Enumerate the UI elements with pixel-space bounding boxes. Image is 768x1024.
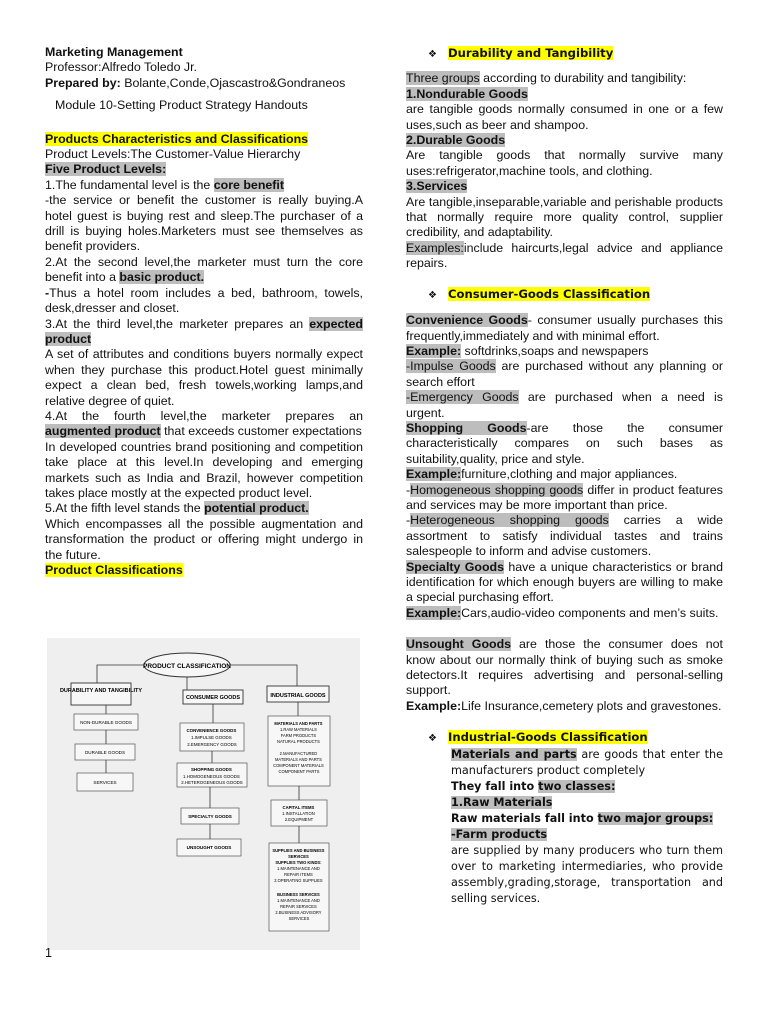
specialty-example-text: Cars,audio-video components and men’s suits. <box>461 605 719 620</box>
level-5-desc: Which encompasses all the possible augmentation and transformation the product or offering might undergo in the future. <box>45 516 363 562</box>
convenience-term: Convenience Goods <box>406 313 528 328</box>
durable-desc: Are tangible goods that normally survive many uses:refrigerator,machine tools, and clothing. <box>406 148 723 178</box>
industrial-goods-section <box>451 747 723 907</box>
industrial-goods-heading-row <box>428 730 723 746</box>
level-1-desc: -the service or benefit the customer is really buying.A hotel guest is buying rest and sleep.The purchaser of a drill is buying holes.Marketers must see themselves as benefit providers. <box>45 193 363 254</box>
cat2-label: CONSUMER GOODS <box>185 695 241 701</box>
c3-box-3-line-8: BUSINESS SERVICES <box>277 892 320 897</box>
expected-product-term: expected product <box>45 316 363 346</box>
heterogeneous-goods <box>406 513 723 559</box>
page-number: 1 <box>45 946 52 960</box>
diamond-bullet-icon: ❖ <box>428 289 437 301</box>
c3-box-3-line-6: 2.OPERATING SUPPLIES <box>274 878 323 883</box>
three-groups-rest: according to durability and tangibility: <box>479 71 687 86</box>
durability-heading: Durability and Tangibility <box>448 46 614 60</box>
farm-products-term: -Farm products <box>451 827 548 841</box>
connector-3 <box>230 665 297 686</box>
level-2-text: 2.At the second level,the marketer must turn the core benefit into a <box>45 254 363 285</box>
emergency-term: -Emergency Goods <box>406 390 519 405</box>
materials-parts-desc: are goods that enter the manufacturers product completely <box>451 747 723 777</box>
c3-box-3-line-3: SUPPLIES TWO KINDS: <box>275 860 322 865</box>
emergency-goods <box>406 390 723 421</box>
shopping-goods <box>406 421 723 467</box>
level-2-desc <box>45 286 363 317</box>
prepared-names: Bolante,Conde,Ojascastro&Gondraneos <box>120 75 346 90</box>
c3-box-3-line-11: 2.BUSINESS ADVISORY <box>275 910 322 915</box>
impulse-term: -Impulse Goods <box>406 359 496 374</box>
c2-box-2-line-3: 2.HETEROGENEOUS GOODS <box>181 780 243 785</box>
services-example-text: include haircurts,legal advice and appliance repairs. <box>406 240 723 271</box>
cat3-label: INDUSTRIAL GOODS <box>270 693 326 699</box>
product-classification-diagram <box>47 638 360 950</box>
diamond-bullet-icon: ❖ <box>428 49 437 60</box>
durable-title: 2.Durable Goods <box>406 133 506 148</box>
c3-box-1-line-8: COMPONENT MATERIALS <box>273 763 324 768</box>
diagram-svg <box>47 638 360 950</box>
c3-box-1-line-6: 2.MANUFACTURED <box>279 751 318 756</box>
materials-parts-term: Materials and parts <box>451 747 577 761</box>
consumer-goods-heading-row <box>428 287 723 303</box>
shopping-example-text: furniture,clothing and major appliances. <box>461 467 678 482</box>
c3-box-3-line-10: REPAIR SERVICES <box>280 904 317 909</box>
raw-groups-term: two major groups: <box>597 811 714 825</box>
unsought-example-text: Life Insurance,cemetery plots and gravestones. <box>461 698 722 713</box>
c2-box-1-text <box>186 728 237 747</box>
c2-box-2-line-2: 1.HOMOGENEOUS GOODS <box>182 774 240 779</box>
convenience-example <box>406 344 723 359</box>
c2-box-1-line-3: 2.EMERGENCY GOODS <box>187 742 237 747</box>
c2-box-4-text: UNSOUGHT GOODS <box>186 845 232 850</box>
basic-product-term: basic product. <box>119 270 205 285</box>
raw-groups-text: Raw materials fall into <box>451 811 598 825</box>
nondurable-title: 1.Nondurable Goods <box>406 86 528 101</box>
right-column <box>406 45 723 907</box>
shopping-desc: -are those the consumer characteristically compares on such bases as suitability,quality, price and style. <box>406 420 723 466</box>
two-classes-term: two classes: <box>538 779 616 793</box>
unsought-desc: are those the consumer does not know about our normally think of buying such as smoke detectors.It requires advertising and personal-selling support. <box>406 637 723 698</box>
raw-groups-line <box>451 811 723 827</box>
convenience-goods <box>406 313 723 344</box>
cat1-box <box>71 683 131 705</box>
shopping-example <box>406 467 723 482</box>
five-levels-heading: Five Product Levels: <box>45 162 167 177</box>
homogeneous-term: Homogeneous shopping goods <box>410 482 584 497</box>
diamond-bullet-icon: ❖ <box>428 733 437 745</box>
module-title: Module 10-Setting Product Strategy Handouts <box>55 98 308 113</box>
c3-box-1-line-3: FARM PRODUCTS <box>280 733 317 738</box>
c3-box-2-line-1: CAPITAL ITEMS <box>282 805 315 810</box>
example-term: Example: <box>406 467 462 482</box>
level-1 <box>45 178 363 193</box>
c3-box-3-line-2: SERVICES <box>288 854 309 859</box>
examples-term: Examples: <box>406 240 464 255</box>
level-4 <box>45 409 363 440</box>
specialty-desc: have a unique characteristics or brand identification for which enough buyers are willing to make a special purchasing effort. <box>406 559 723 605</box>
materials-parts <box>451 747 723 779</box>
services-example <box>406 241 723 272</box>
homogeneous-goods <box>406 483 723 514</box>
c3-box-1-line-7: MATERIALS AND PARTS <box>274 757 322 762</box>
emergency-desc: are purchased when a need is urgent. <box>406 390 723 420</box>
c3-box-3-line-4: 1.MAINTENANCE AND <box>277 866 320 871</box>
connector-1 <box>97 665 144 683</box>
unsought-term: Unsought Goods <box>406 637 512 652</box>
convenience-example-text: softdrinks,soaps and newspapers <box>461 343 649 358</box>
cat1-label <box>60 688 142 694</box>
level-3 <box>45 317 363 348</box>
left-column <box>45 45 363 578</box>
c3-box-3-line-1: SUPPLIES AND BUSINESS <box>272 848 325 853</box>
raw-materials-title: 1.Raw Materials <box>451 795 553 809</box>
specialty-example <box>406 606 723 621</box>
level-5 <box>45 501 363 516</box>
professor-line: Professor:Alfredo Toledo Jr. <box>45 60 197 75</box>
specialty-term: Specialty Goods <box>406 559 504 574</box>
section-title: Products Characteristics and Classifications <box>45 131 309 146</box>
level-4-text-end: that exceeds customer expectations <box>160 424 362 439</box>
c3-box-1-line-2: 1.RAW MATERIALS <box>280 727 317 732</box>
c3-box-1-line-1: MATERIALS AND PARTS <box>274 721 323 726</box>
industrial-goods-heading: Industrial-Goods Classification <box>448 730 648 745</box>
impulse-goods <box>406 359 723 390</box>
augmented-product-term: augmented product <box>45 424 161 439</box>
c3-box-3-line-5: REPAIR ITEMS <box>284 872 313 877</box>
c1-item-3: SERVICES <box>93 780 117 785</box>
heterogeneous-desc: carries a wide assortment to satisfy individual tastes and trains salespeople to inform and advise customers. <box>406 513 723 559</box>
product-classifications-heading: Product Classifications <box>45 563 183 577</box>
level-3-desc: A set of attributes and conditions buyers normally expect when they purchase this product.Hotel guest minimally expect a clean bed, fresh towels,working lamps,and relative degree of quiet. <box>45 347 363 408</box>
potential-product-term: potential product. <box>204 501 309 516</box>
c3-box-2-line-2: 1.INSTALLATION <box>282 811 315 816</box>
cat1-text: DURABILITY AND TANGIBILITY <box>59 688 143 694</box>
services-title: 3.Services <box>406 179 468 194</box>
example-term: Example: <box>406 605 462 620</box>
three-groups-line <box>406 71 723 86</box>
homogeneous-dash: - <box>406 482 411 497</box>
heterogeneous-dash: - <box>406 513 411 528</box>
level-5-text: 5.At the fifth level stands the <box>45 501 205 516</box>
core-benefit-term: core benefit <box>213 177 284 192</box>
prepared-by-line <box>45 76 363 91</box>
c3-box-2-text <box>282 805 316 822</box>
level-2-desc-text: Thus a hotel room includes a bed, bathroom, towels, desk,dresser and closet. <box>45 285 363 316</box>
nondurable-desc: are tangible goods normally consumed in one or a few uses,such as beer and shampoo. <box>406 102 723 132</box>
c2-box-1-line-1: CONVENIENCE GOODS <box>186 728 237 733</box>
c1-item-1: NON-DURABLE GOODS <box>80 720 132 725</box>
c2-box-1-line-2: 1.IMPULSE GOODS <box>191 735 232 740</box>
c3-box-3-line-9: 1.MAINTENANCE AND <box>277 898 320 903</box>
level-3-text: 3.At the third level,the marketer prepares an <box>45 316 310 331</box>
durability-heading-row <box>428 46 723 62</box>
c3-box-2-line-3: 2.EQUIPMENT <box>284 817 314 822</box>
three-groups-term: Three groups <box>406 71 480 86</box>
c2-box-2-line-1: SHOPPING GOODS <box>191 767 232 772</box>
c1-item-2: DURABLE GOODS <box>84 750 126 755</box>
homogeneous-desc: differ in product features and services may be more important than price. <box>406 482 723 512</box>
unsought-goods <box>406 637 723 699</box>
shopping-term: Shopping Goods <box>406 420 527 435</box>
level-4-text: 4.At the fourth level,the marketer prepares an <box>45 408 363 423</box>
course-title: Marketing Management <box>45 45 183 59</box>
two-classes-text: They fall into <box>451 779 539 793</box>
c3-box-1-line-4: NATURAL PRODUCTS <box>277 739 320 744</box>
consumer-goods-heading: Consumer-Goods Classification <box>448 286 651 301</box>
level-4-desc: In developed countries brand positioning and competition take place at this level.In developing and emerging markets such as India and Brazil, however competition takes place mostly at the expected product level. <box>45 439 363 500</box>
level-2 <box>45 255 363 286</box>
impulse-desc: are purchased without any planning or search effort <box>406 359 723 389</box>
diagram-title: PRODUCT CLASSIFICATION <box>143 663 231 670</box>
two-classes-line <box>451 779 723 795</box>
farm-products-desc: are supplied by many producers who turn them over to marketing intermediaries, who provide assembly,grading,storage, transportation and selling services. <box>451 843 723 905</box>
c2-box-3-text: SPECIALTY GOODS <box>188 814 232 819</box>
unsought-example <box>406 699 723 714</box>
level-2-dash: - <box>45 285 50 300</box>
specialty-goods <box>406 560 723 606</box>
services-desc: Are tangible,inseparable,variable and perishable products that normally require more quality control, supplier credibility, and adaptability. <box>406 194 723 240</box>
product-levels-line: Product Levels:The Customer-Value Hierarchy <box>45 147 301 162</box>
convenience-desc: - consumer usually purchases this frequently,immediately and with minimal effort. <box>406 313 723 343</box>
c3-box-1-line-9: COMPONENT PARTS <box>278 769 320 774</box>
heterogeneous-term: Heterogeneous shopping goods <box>410 513 609 528</box>
level-1-text: 1.The fundamental level is the <box>45 177 214 192</box>
example-term: Example: <box>406 698 462 713</box>
example-term: Example: <box>406 343 462 358</box>
c3-box-3-line-12: SERVICES <box>288 916 310 921</box>
prepared-label: Prepared by: <box>45 75 121 90</box>
